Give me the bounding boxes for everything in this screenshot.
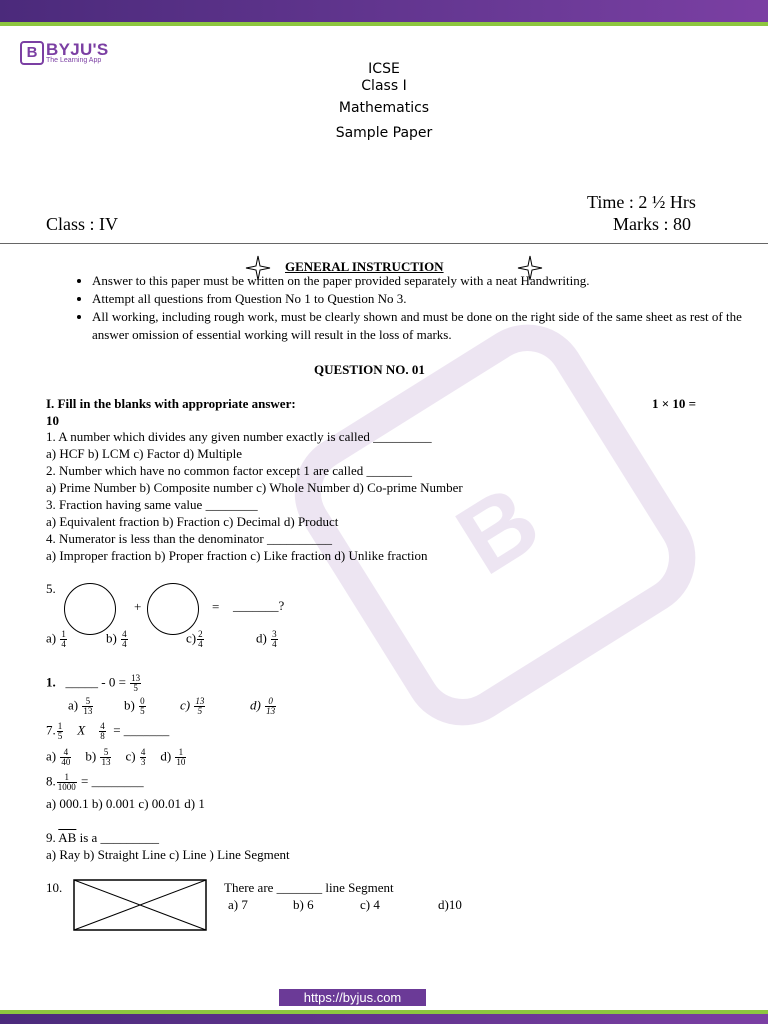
instruction-item: • All working, including rough work, must be clearly shown and must be done on the right side of the same sheet as rest of the answer omission of essential working will result in the loss of marks. bbox=[92, 308, 752, 344]
question-5-option-d: d) $\frac{3}{4}$ bbox=[256, 629, 277, 649]
question-5-option-a: a) $\frac{1}{4}$ bbox=[46, 629, 66, 649]
top-accent-strip bbox=[0, 22, 768, 26]
class-line: Class I bbox=[361, 78, 407, 94]
instruction-item: • Answer to this paper must be written on the paper provided separately with a neat Handwriting. bbox=[92, 272, 752, 290]
question-9: 9. $\overline{AB}$ is a _________ bbox=[46, 830, 160, 845]
question-1: 1. A number which divides any given number exactly is called _________ bbox=[46, 429, 432, 444]
question-10-option-d: d)10 bbox=[438, 897, 462, 912]
logo-icon: B bbox=[20, 41, 44, 65]
bottom-banner bbox=[0, 1014, 768, 1024]
question-10-number: 10. bbox=[46, 880, 63, 895]
time-label: Time : 2 ½ Hrs bbox=[587, 192, 696, 212]
board-title: ICSE bbox=[368, 61, 400, 77]
instructions-list bbox=[66, 272, 752, 344]
svg-text:B: B bbox=[437, 463, 558, 596]
question-8: 8. $\frac{1}{1000}$ = ________ bbox=[46, 772, 144, 792]
paper-title: Sample Paper bbox=[335, 125, 433, 141]
header-divider bbox=[0, 243, 768, 244]
instructions-title: GENERAL INSTRUCTION bbox=[285, 259, 444, 274]
footer-url-link[interactable]: https://byjus.com bbox=[279, 989, 426, 1006]
section-heading: I. Fill in the blanks with appropriate answer: bbox=[46, 396, 296, 411]
question-10-option-a: a) 7 bbox=[228, 897, 248, 912]
question-7-options: a) $\frac{4}{40}$ b) $\frac{5}{13}$ c) $\frac{4}{3}$ d) $\frac{1}{10}$ bbox=[46, 747, 186, 767]
question-1-options: a) HCF b) LCM c) Factor d) Multiple bbox=[46, 446, 243, 461]
question-6-option-b: b) $\frac{0}{5}$ bbox=[124, 696, 145, 716]
question-5-option-b: b) $\frac{4}{4}$ bbox=[106, 629, 127, 649]
question-6-option-c: c) $\frac{13}{5}$ bbox=[180, 696, 205, 716]
subject-title: Mathematics bbox=[338, 100, 430, 116]
question-10-option-b: b) 6 bbox=[293, 897, 314, 912]
question-7: 7. $\frac{1}{5}$ X $\frac{4}{8}$ = _______ bbox=[46, 721, 170, 741]
question-3-options: a) Equivalent fraction b) Fraction c) Decimal d) Product bbox=[46, 514, 339, 529]
question-2-options: a) Prime Number b) Composite number c) Whole Number d) Co-prime Number bbox=[46, 480, 463, 495]
section-marks-total: 10 bbox=[46, 413, 59, 428]
question-6-option-a: a) $\frac{5}{13}$ bbox=[68, 696, 93, 716]
question-6-option-d: d) $\frac{0}{13}$ bbox=[250, 696, 276, 716]
question-8-options: a) 000.1 b) 0.001 c) 00.01 d) 1 bbox=[46, 796, 205, 811]
question-9-options: a) Ray b) Straight Line c) Line ) Line Segment bbox=[46, 847, 290, 862]
answer-blank: _______? bbox=[233, 598, 285, 613]
class-label: Class : IV bbox=[46, 214, 118, 234]
question-10: There are _______ line Segment bbox=[224, 880, 394, 895]
top-banner bbox=[0, 0, 768, 22]
circle-shape bbox=[147, 583, 199, 635]
logo-tagline: The Learning App bbox=[46, 57, 102, 64]
section-marks: 1 × 10 = bbox=[652, 396, 697, 411]
plus-sign: + bbox=[134, 599, 142, 614]
circle-shape bbox=[64, 583, 116, 635]
question-5-option-c: c) $\frac{2}{4}$ bbox=[186, 629, 203, 649]
rectangle-diagonals-figure bbox=[73, 879, 207, 931]
question-4-options: a) Improper fraction b) Proper fraction c) Like fraction d) Unlike fraction bbox=[46, 548, 428, 563]
question-2: 2. Number which have no common factor except 1 are called _______ bbox=[46, 463, 413, 478]
marks-label: Marks : 80 bbox=[613, 214, 691, 234]
equals-sign: = bbox=[212, 599, 220, 614]
question-10-option-c: c) 4 bbox=[360, 897, 380, 912]
question-3: 3. Fraction having same value ________ bbox=[46, 497, 258, 512]
section-title: QUESTION NO. 01 bbox=[314, 362, 425, 377]
logo-name: BYJU'S bbox=[46, 40, 109, 59]
instruction-item: • Attempt all questions from Question No 1 to Question No 3. bbox=[92, 290, 752, 308]
question-4: 4. Numerator is less than the denominator __________ bbox=[46, 531, 332, 546]
question-6: 1. _____ - 0 = $\frac{13}{5}$ bbox=[46, 673, 141, 693]
question-5-number: 5. bbox=[46, 581, 56, 596]
